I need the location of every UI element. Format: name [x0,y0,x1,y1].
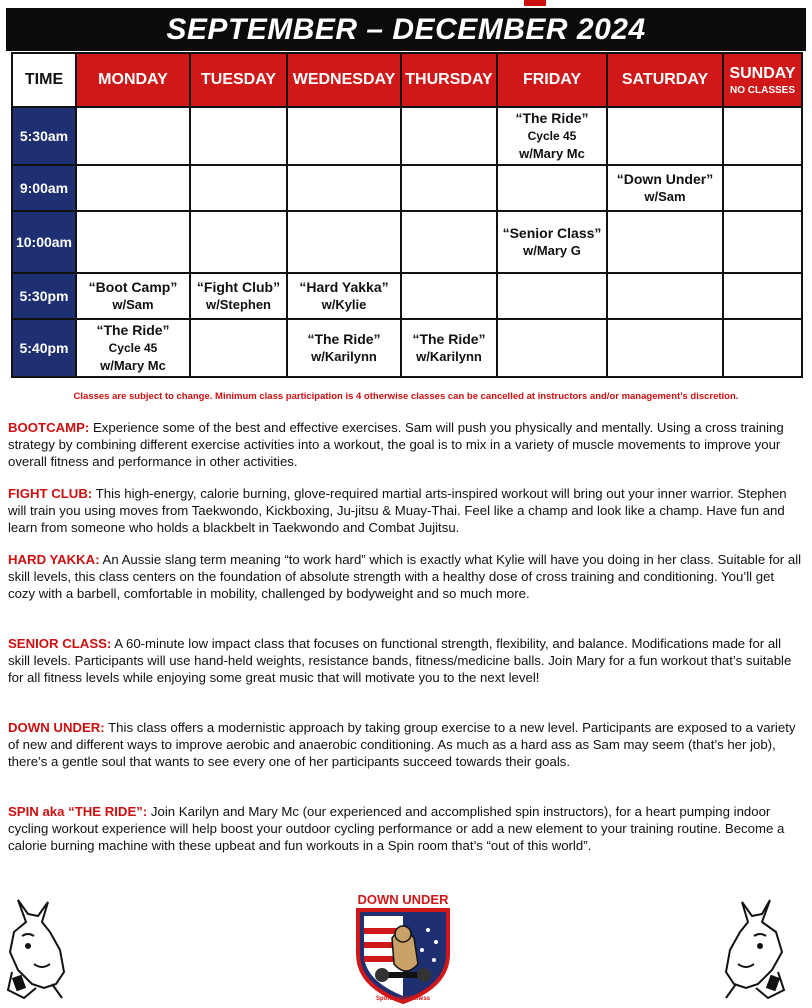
class-cell-tuesday [190,165,287,211]
class-cell-monday [76,211,190,273]
class-description [8,551,804,602]
class-name: “Hard Yakka” [299,279,389,295]
class-cell-friday [497,319,607,377]
class-instructor: w/Sam [112,297,154,312]
down-under-logo-icon [348,888,458,1004]
class-description-text: This high-energy, calorie burning, glove-required martial arts-inspired workout will bring out your inner warrior. Stephen will train you using moves from Taekwondo, Kickboxing, Ju-jitsu & Muay-Thai. Feel like a champ and look like a champ. Have fun and learn from someone who holds a blackbelt in Taekwondo and Combat Jujitsu. [8,486,787,535]
class-cell-tuesday [190,211,287,273]
class-cell-friday [497,165,607,211]
time-slot-cell: 5:30pm [12,273,76,319]
class-cell-monday [76,165,190,211]
class-cell-monday [76,319,190,377]
class-cell-friday [497,211,607,273]
class-cell-wednesday [287,273,401,319]
schedule-row [12,319,802,377]
class-cell-wednesday [287,319,401,377]
day-header-wednesday [287,53,401,107]
class-instructor: w/Mary Mc [519,146,585,161]
time-slot-cell: 5:30am [12,107,76,165]
class-instructor: w/Mary Mc [100,358,166,373]
class-cell-thursday [401,211,497,273]
class-cell-thursday [401,107,497,165]
schedule-row [12,107,802,165]
class-name: “The Ride” [307,331,381,347]
class-name: “The Ride” [96,322,170,338]
class-instructor: w/Karilynn [311,349,377,364]
class-description-label: HARD YAKKA: [8,552,100,567]
header-red-accent [524,0,546,6]
class-name: “The Ride” [412,331,486,347]
class-description-text: A 60-minute low impact class that focuses on functional strength, flexibility, and balance. Modifications made for all skill levels. Participants will use hand-held weights, resistance bands, fitness/medicine balls. Join Mary for a fun workout that’s suitable for all fitness levels while enjoying some great music that will motivate you to the next level! [8,636,792,685]
schedule-title-banner: SEPTEMBER – DECEMBER 2024 [6,8,806,51]
class-cell-monday [76,273,190,319]
class-cell-wednesday [287,211,401,273]
logo-bottom-text: Sports and Fitness [375,996,431,1002]
kangaroo-mascot-left-icon [4,892,82,1002]
day-header-sunday [723,53,802,107]
class-instructor: w/Karilynn [416,349,482,364]
class-cell-saturday [607,319,723,377]
class-description-label: SENIOR CLASS: [8,636,112,651]
class-name: “Down Under” [616,171,714,187]
class-description-label: FIGHT CLUB: [8,486,93,501]
class-cell-tuesday [190,273,287,319]
class-instructor: w/Stephen [205,297,271,312]
schedule-disclaimer: Classes are subject to change. Minimum class participation is 4 otherwise classes can be cancelled at instructors and/or management’s discretion. [73,391,739,402]
kangaroo-mascot-right-icon [706,892,806,1002]
class-description [8,635,804,686]
class-instructor: w/Sam [644,189,686,204]
day-label: THURSDAY [405,71,493,88]
day-header-monday [76,53,190,107]
class-instructor: w/Kylie [321,297,367,312]
class-cell-saturday [607,211,723,273]
class-cell-saturday [607,273,723,319]
top-strip [6,0,806,8]
day-header-thursday [401,53,497,107]
day-header-friday [497,53,607,107]
day-label: SUNDAY [729,64,796,82]
day-header-saturday [607,53,723,107]
day-label: WEDNESDAY [292,71,396,88]
no-classes-note: NO CLASSES [729,84,795,96]
class-cell-monday [76,107,190,165]
class-cell-sunday [723,107,802,165]
class-duration: Cycle 45 [527,129,577,143]
class-cell-thursday [401,273,497,319]
class-description [8,719,804,770]
day-label: TUESDAY [201,71,276,88]
time-column-header: TIME [12,53,76,107]
class-description-text: An Aussie slang term meaning “to work hard” which is exactly what Kylie will have you doing in her class. Suitable for all skill levels, this class centers on the foundation of absolute strength with a healthy dose of cross training and conditioning. You’ll get cozy with a barbell, comfortable in mobility, challenged by bodyweight and so much more. [8,552,802,601]
class-cell-friday [497,273,607,319]
schedule-row [12,273,802,319]
class-description [8,419,804,470]
class-description-text: Experience some of the best and effective exercises. Sam will push you physically and mentally. Using a cross training strategy by combining different exercise activities into a workout, the goal is to mix in a variety of muscle movements to improve your overall fitness and performance in other activities. [8,420,784,469]
class-cell-wednesday [287,107,401,165]
class-instructor: w/Mary G [523,243,581,258]
time-slot-cell: 10:00am [12,211,76,273]
class-cell-wednesday [287,165,401,211]
day-label: SATURDAY [621,71,709,88]
class-description [8,485,804,536]
class-cell-thursday [401,165,497,211]
class-cell-tuesday [190,107,287,165]
class-cell-sunday [723,211,802,273]
class-description-label: BOOTCAMP: [8,420,90,435]
class-cell-saturday [607,165,723,211]
schedule-row [12,211,802,273]
class-cell-sunday [723,273,802,319]
class-description-text: This class offers a modernistic approach by taking group exercise to a new level. Participants are exposed to a variety of new and different ways to improve aerobic and anaerobic conditioning. As much as a hard ass as Sam may seem (that’s her job), there’s a gentle soul that wants to see every one of her participants succeed towards their goals. [8,720,796,769]
class-cell-thursday [401,319,497,377]
day-label: MONDAY [98,71,168,88]
schedule-header-row [12,53,802,107]
logo-top-text: DOWN UNDER [357,892,449,907]
time-slot-cell: 9:00am [12,165,76,211]
class-cell-saturday [607,107,723,165]
day-header-tuesday [190,53,287,107]
class-cell-sunday [723,319,802,377]
class-description-label: SPIN aka “THE RIDE”: [8,804,148,819]
class-cell-tuesday [190,319,287,377]
class-description [8,803,804,854]
class-description-label: DOWN UNDER: [8,720,105,735]
class-name: “Senior Class” [502,225,602,241]
class-duration: Cycle 45 [108,341,158,355]
class-cell-sunday [723,165,802,211]
class-cell-friday [497,107,607,165]
schedule-row [12,165,802,211]
time-slot-cell: 5:40pm [12,319,76,377]
day-label: FRIDAY [522,71,582,88]
class-name: “Boot Camp” [88,279,178,295]
class-description-text: Join Karilyn and Mary Mc (our experienced and accomplished spin instructors), for a heart pumping indoor cycling workout experience will help boost your outdoor cycling performance or add a new element to your training routine. Become a calorie burning machine with these upbeat and fun workouts in a Spin room that’s “out of this world”. [8,804,785,853]
class-name: “Fight Club” [196,279,281,295]
class-schedule-table [11,52,803,378]
class-name: “The Ride” [515,110,589,126]
